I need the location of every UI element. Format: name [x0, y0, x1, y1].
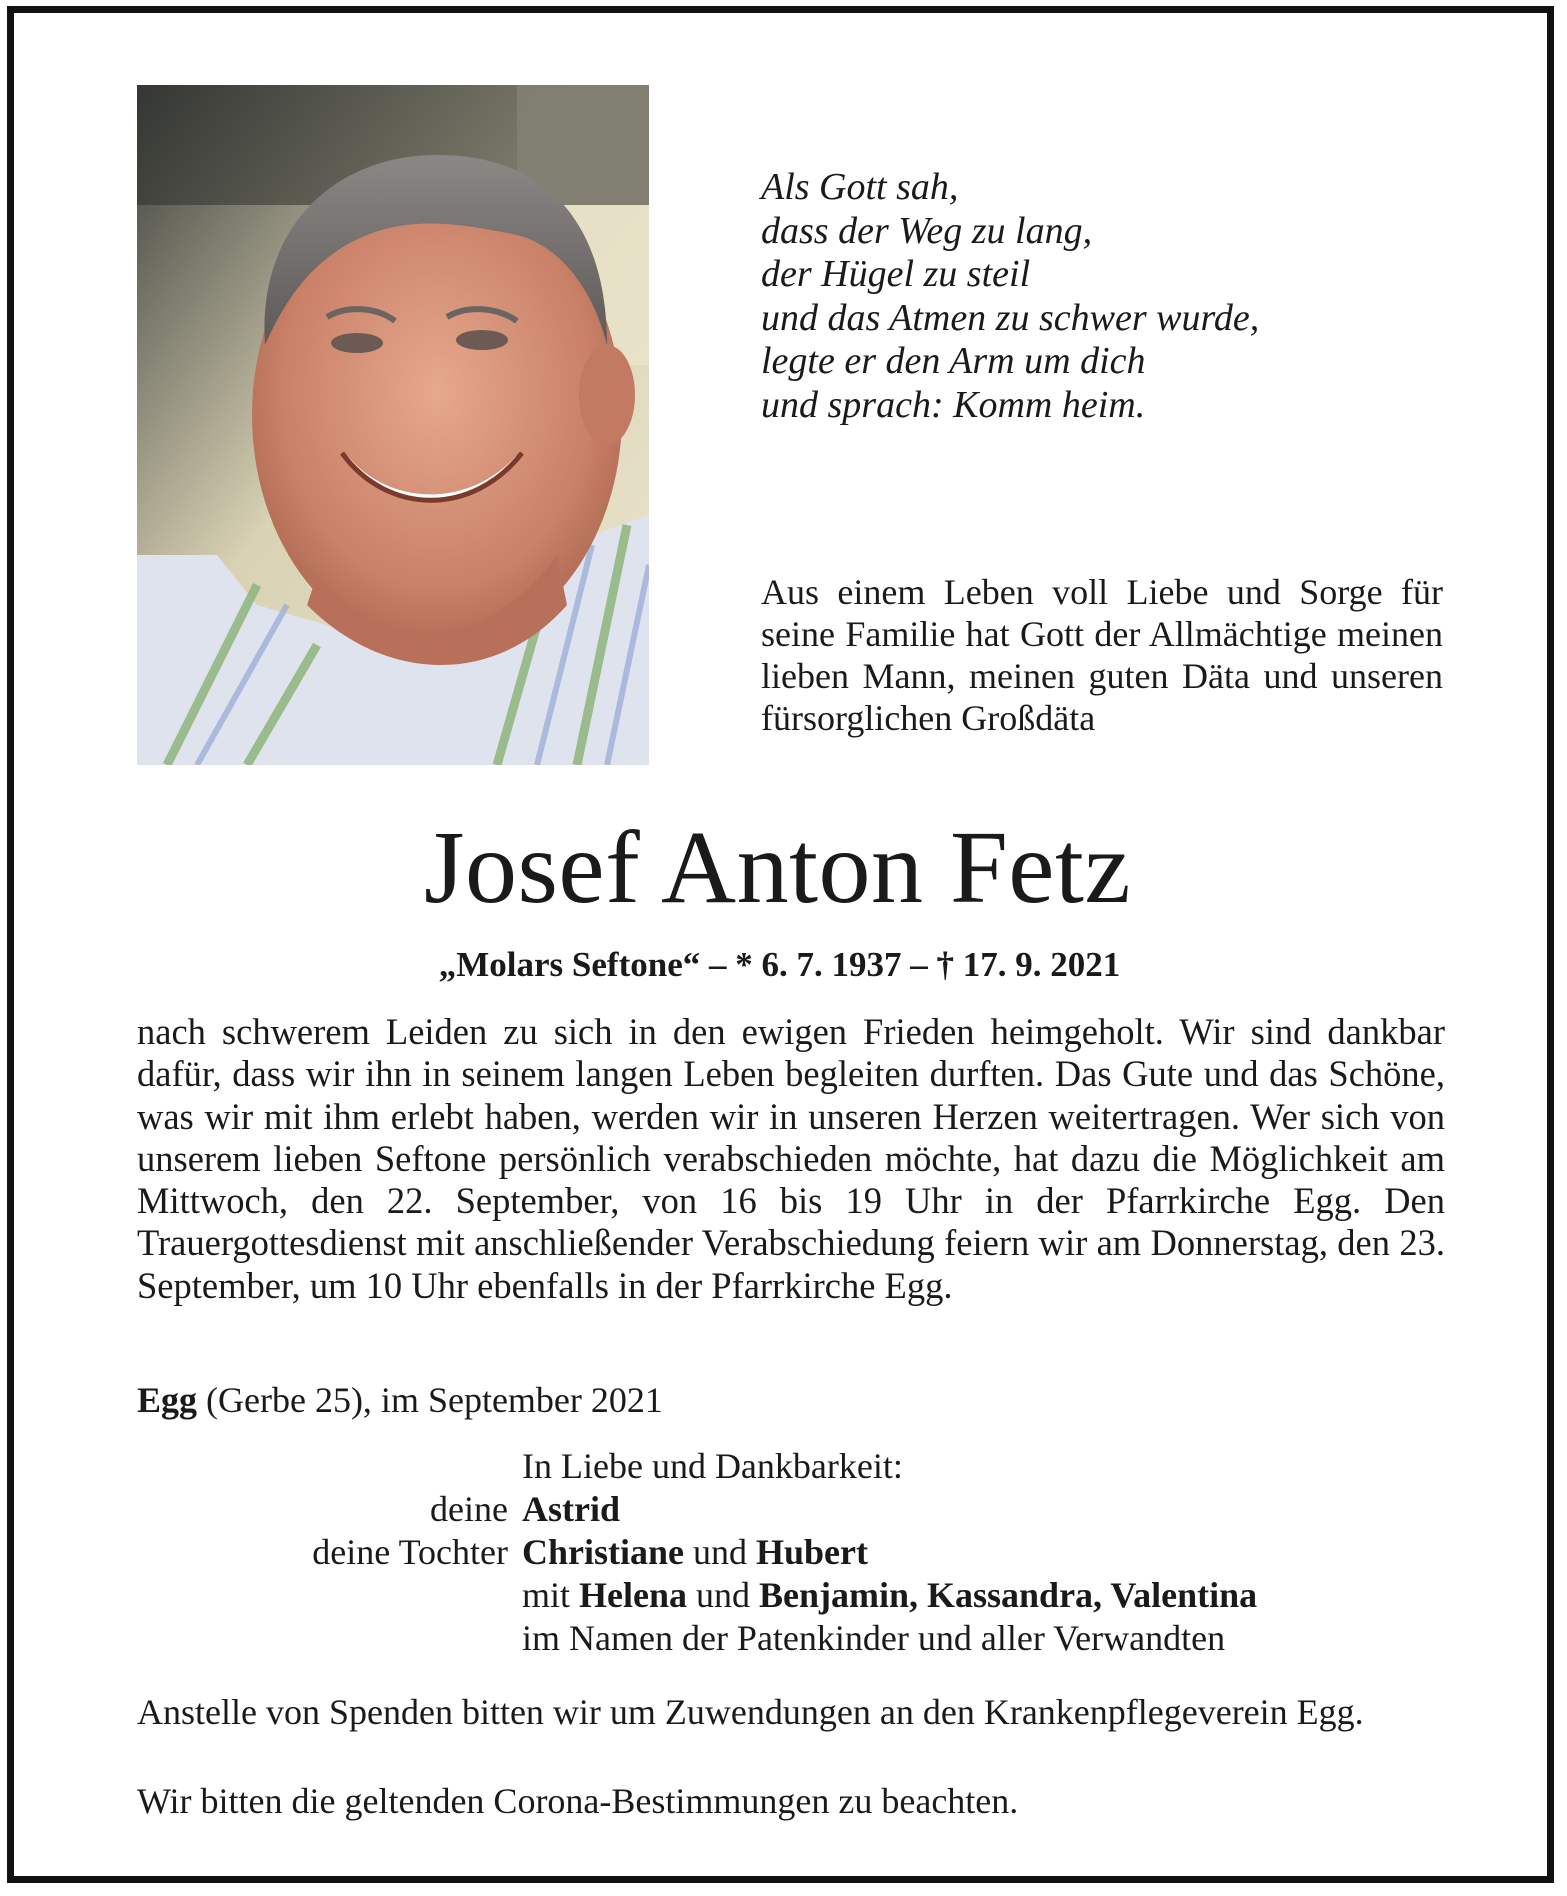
mourner-name: Astrid	[522, 1489, 620, 1529]
mourners-block	[14, 1445, 1561, 1660]
mourner-name: Helena	[579, 1575, 687, 1615]
announcement-text: nach schwerem Leiden zu sich in den ewigen Frieden heimgeholt. Wir sind dankbar dafür, dass wir ihn in seinem langen Leben begleiten durften. Das Gute und das Schöne, was wir mit ihm erlebt haben, werden wir in unseren Herzen weitertragen. Wer sich von unserem lieben Seftone persönlich verabschieden möchte, hat dazu die Möglichkeit am Mittwoch, den 22. September, von 16 bis 19 Uhr in der Pfarrkirche Egg. Den Trauergottesdienst mit anschließender Verabschiedung feiern wir am Donnerstag, den 23. September, um 10 Uhr ebenfalls in der Pfarrkirche Egg.	[137, 1011, 1445, 1306]
mourner-name: Christiane	[522, 1532, 684, 1572]
mourner-names: Benjamin, Kassandra, Valentina	[759, 1575, 1258, 1615]
intro-text: Aus einem Leben voll Liebe und Sorge für seine Familie hat Gott der Allmächtige meinen lieben Mann, meinen guten Däta und unseren fürsorglichen Großdäta	[761, 572, 1443, 738]
poem-line: und das Atmen zu schwer wurde,	[761, 296, 1260, 339]
poem-line: dass der Weg zu lang,	[761, 209, 1093, 252]
conjunction: und	[684, 1532, 756, 1572]
poem-line: der Hügel zu steil	[761, 253, 1031, 295]
obituary-card	[7, 6, 1554, 1883]
place-date	[137, 1379, 663, 1421]
portrait-photo	[137, 85, 649, 765]
conjunction: mit	[522, 1575, 580, 1615]
life-dates: „Molars Seftone“ – * 6. 7. 1937 – † 17. 9. 2021	[438, 945, 1121, 984]
corona-note: Wir bitten die geltenden Corona-Bestimmungen zu beachten.	[137, 1781, 1019, 1821]
relation-wife: deine	[430, 1489, 508, 1529]
mourner-name: Hubert	[756, 1532, 868, 1572]
donation-note: Anstelle von Spenden bitten wir um Zuwendungen an den Krankenpflegeverein Egg.	[137, 1692, 1364, 1732]
mourners-heading: In Liebe und Dankbarkeit:	[522, 1446, 903, 1486]
poem-line: und sprach: Komm heim.	[761, 383, 1146, 426]
conjunction: und	[687, 1575, 759, 1615]
place-rest: (Gerbe 25), im September 2021	[197, 1380, 663, 1420]
place-town: Egg	[137, 1380, 198, 1420]
relation-daughter: deine Tochter	[312, 1532, 508, 1572]
mourners-others: im Namen der Patenkinder und aller Verwandten	[522, 1618, 1226, 1658]
poem-line: legte er den Arm um dich	[761, 340, 1146, 382]
deceased-name: Josef Anton Fetz	[423, 810, 1132, 925]
poem	[761, 166, 1259, 427]
poem-line: Als Gott sah,	[761, 166, 959, 208]
